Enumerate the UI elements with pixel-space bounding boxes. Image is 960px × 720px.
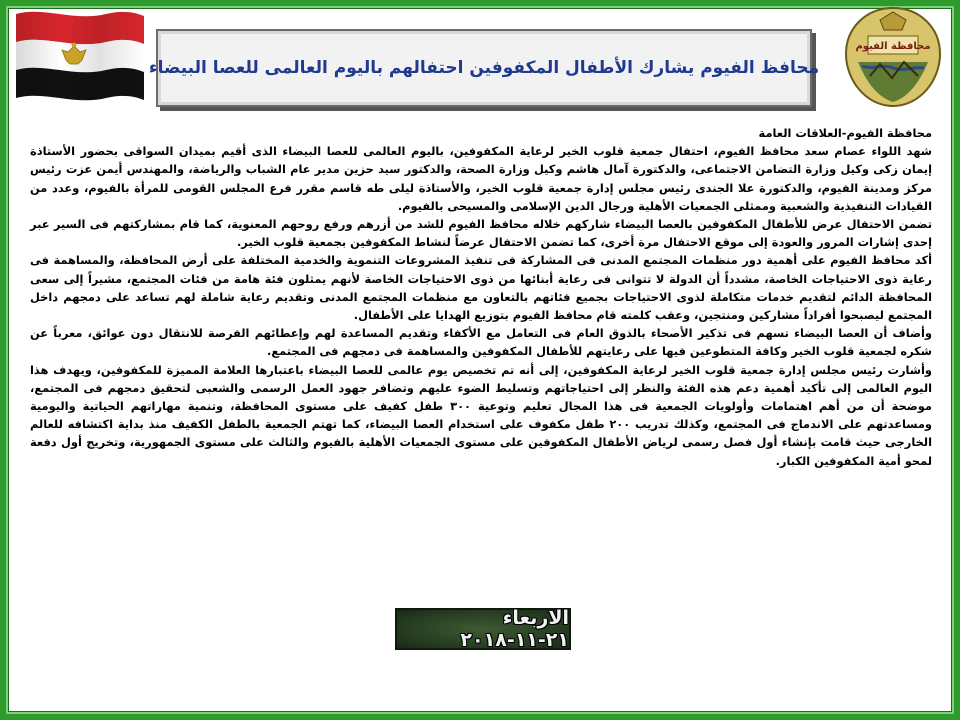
date-badge <box>395 608 571 650</box>
logo-text: محافظة الفيوم <box>855 41 931 52</box>
article-paragraph: وأضاف أن العصا البيضاء تسهم فى تذكير الأصحاء بالذوق العام فى التعامل مع الأكفاء وتقديم المساعدة لهم وإعطائهم الفرصة للانتقال دون عوائق، معرباً عن شكره لجمعية قلوب الخير وكافة المتطوعين فيها على رعايتهم للأطفال المكفوفين والمساهمة فى دمجهم فى المجتمع. <box>30 326 932 359</box>
article-date: الاربعاء ٢١-١١-٢٠١٨ <box>460 607 569 651</box>
article-body <box>30 124 932 470</box>
fayoum-governorate-logo-icon <box>840 6 946 110</box>
article-paragraph: أكد محافظ الفيوم على أهمية دور منظمات المجتمع المدنى فى المشاركة فى تنفيذ المشروعات التنموية والخدمية المختلفة على أرض المحافظة، والمساهمة فى رعاية ذوى الاحتياجات الخاصة، مشدداً أن الدولة لا تتوانى فى رعاية أبنائها من ذوى الاحتياجات الخاصة لأنهم يمثلون فئة هامة من فئات المجتمع، مشيراً إلى سعى المحافظة الدائم لتقديم خدمات متكاملة لذوى الاحتياجات بجميع فئاتهم بالتعاون مع منظمات المجتمع المدنى وتقديم رعاية شاملة لهم تساعد على دمجهم داخل المجتمع ليصبحوا أفراداً مشاركين ومنتجين، وعقب كلمته قام محافظ الفيوم بتوزيع الهدايا على الأطفال. <box>30 253 932 323</box>
egypt-flag-icon <box>14 6 146 106</box>
article-paragraph: وأشارت رئيس مجلس إدارة جمعية قلوب الخير لرعاية المكفوفين، إلى أنه تم تخصيص يوم عالمى للعصا البيضاء باعتبارها العلامة المميزة للمكفوفين، ويهدف هذا اليوم العالمى إلى تأكيد أهمية دعم هذه الفئة والنظر إلى احتياجاتهم وتسليط الضوء عليهم وتضافر جهود العمل الرسمى والشعبى لتحقيق دمجهم فى المجتمع، موضحة أن من أهم اهتمامات وأولويات الجمعية فى هذا المجال تعليم وتوعية ٣٠٠ طفل كفيف على مستوى المحافظة، وتنمية مهاراتهم الحياتية واليومية ومساعدتهم على الاندماج فى المجتمع، وكذلك تدريب ٢٠٠ طفل مكفوف على استخدام العصا البيضاء، كما تهتم الجمعية بالطفل الكفيف منذ بداية اكتشافه للعالم الخارجى حيث قامت بإنشاء أول فصل رسمى لرياض الأطفال المكفوفين على مستوى الجمعيات الأهلية بالفيوم والثالث على مستوى الجمهورية، وتخريج أول دفعة لمحو أمية المكفوفين الكبار. <box>30 362 933 468</box>
title-box <box>148 29 820 107</box>
article-paragraph: شهد اللواء عصام سعد محافظ الفيوم، احتفال جمعية قلوب الخير لرعاية المكفوفين، باليوم العالمى للعصا البيضاء الذى أقيم بميدان السواقى بحضور الأستاذة إيمان زكى وكيل وزارة التضامن الاجتماعى، والدكتورة آمال هاشم وكيل وزارة الصحة، والدكتور سيد حزين مدير عام الشباب والرياضة، والمهندس أيمن عزت رئيس مركز ومدينة الفيوم، والدكتورة علا الجندى رئيس مجلس إدارة جمعية قلوب الخير، والأستاذة ليلى طه قاسم مقرر فرع المجلس القومى للمرأة بالفيوم، وعدد من القيادات التنفيذية والشعبية وممثلى الجمعيات الأهلية ورجال الدين الإسلامى والمسيحى بالفيوم. <box>30 144 932 213</box>
article-source: محافظة الفيوم-العلاقات العامة <box>758 126 932 140</box>
page-title: محافظ الفيوم يشارك الأطفال المكفوفين احتفالهم باليوم العالمى للعصا البيضاء <box>148 58 820 78</box>
article-paragraph: تضمن الاحتفال عرض للأطفال المكفوفين بالعصا البيضاء شاركهم خلاله محافظ الفيوم للشد من أزرهم ورفع روحهم المعنوية، كما قام بمشاركتهم فى السير عبر إحدى إشارات المرور والعودة إلى موقع الاحتفال مرة أخرى، كما تضمن الاحتفال عرضاً لنشاط المكفوفين بجمعية قلوب الخير. <box>30 217 932 250</box>
